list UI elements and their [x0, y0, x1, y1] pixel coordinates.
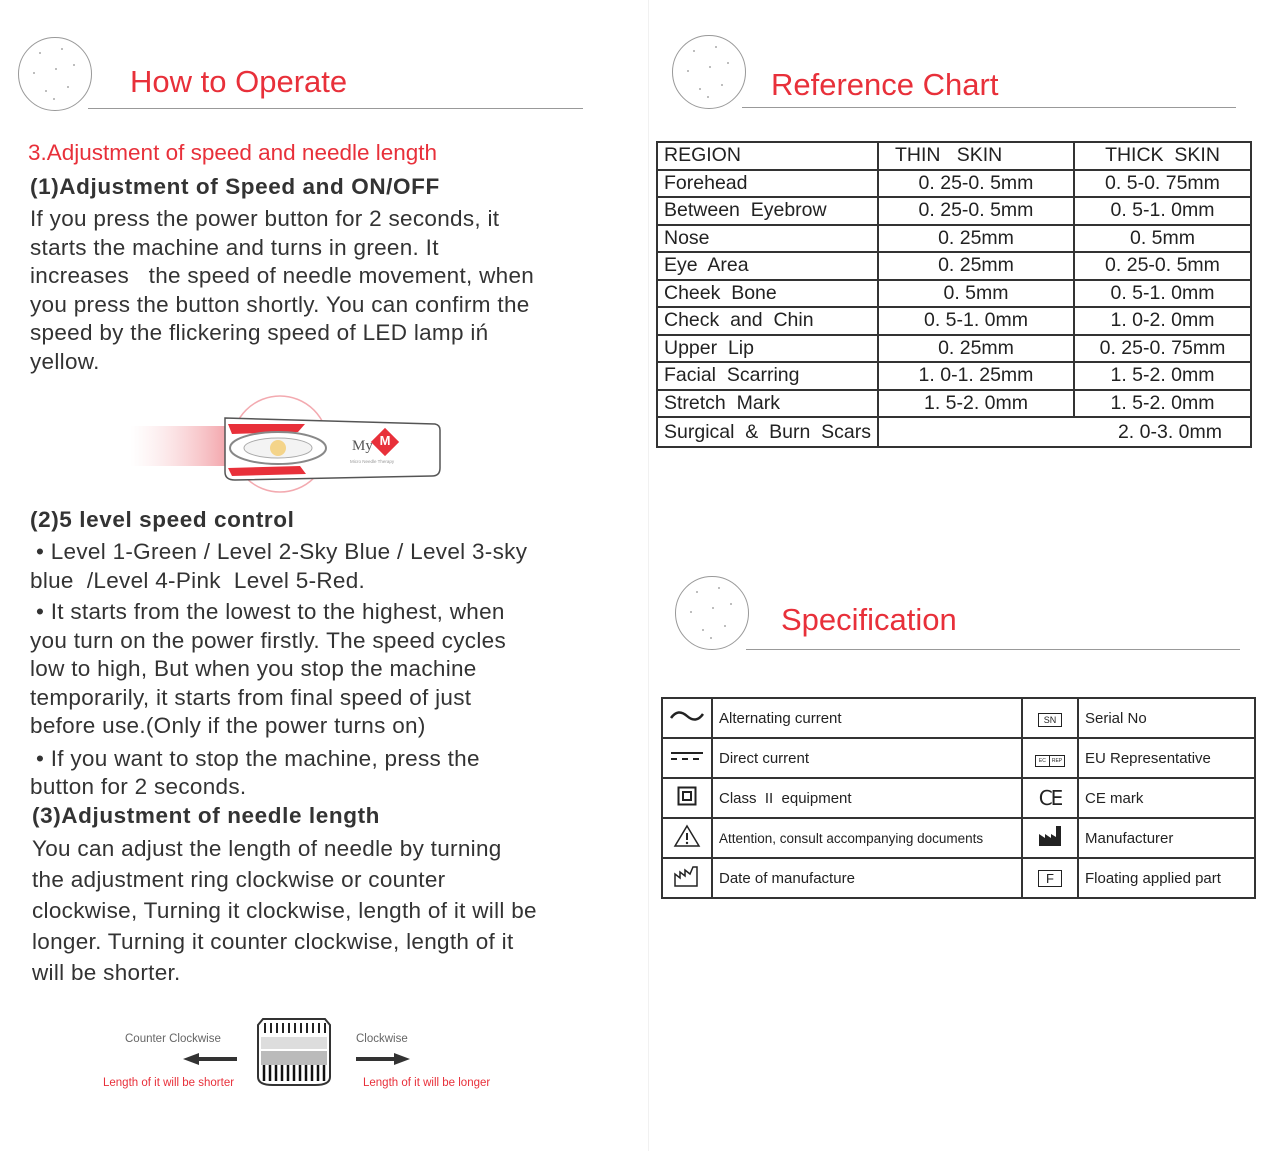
device-tagline: Micro Needle Therapy: [350, 459, 395, 464]
region-cell: Nose: [657, 225, 878, 253]
table-row: [662, 778, 1255, 818]
table-row: [657, 252, 1251, 280]
section-title-specification: Specification: [781, 602, 957, 637]
thin-skin-cell: 0. 25-0. 5mm: [878, 197, 1074, 225]
table-row: [662, 738, 1255, 778]
page-fold: [648, 0, 649, 1151]
thick-skin-cell: 1. 5-2. 0mm: [1074, 390, 1251, 418]
direct-current-icon: [662, 738, 712, 778]
needle-length-paragraph: You can adjust the length of needle by turning the adjustment ring clockwise or counter clockwise, Turning it clockwise, length of it will be longer. Turning it counter clockwise, length of it will be shorter.: [32, 836, 537, 985]
thick-skin-cell: 1. 5-2. 0mm: [1074, 362, 1251, 390]
region-cell: Stretch Mark: [657, 390, 878, 418]
floating-applied-part-icon: F: [1022, 858, 1078, 898]
table-row: [662, 698, 1255, 738]
spec-label: Attention, consult accompanying documents: [712, 818, 1022, 858]
serial-no-icon: SN: [1022, 698, 1078, 738]
thick-skin-cell: 0. 25-0. 5mm: [1074, 252, 1251, 280]
section-dial-icon: [675, 576, 749, 650]
header-cell: THICK SKIN: [1074, 142, 1251, 170]
device-brand: My: [352, 438, 373, 454]
table-row: [657, 170, 1251, 198]
counter-clockwise-label: Counter Clockwise: [125, 1033, 221, 1045]
spec-label: Serial No: [1078, 698, 1255, 738]
table-header-row: [657, 142, 1251, 170]
thin-skin-cell: 0. 5mm: [878, 280, 1074, 308]
table-row: [662, 818, 1255, 858]
thick-skin-cell: 0. 5-1. 0mm: [1074, 197, 1251, 225]
thin-skin-cell: 1. 0-1. 25mm: [878, 362, 1074, 390]
thin-skin-cell: 0. 25mm: [878, 252, 1074, 280]
region-cell: Upper Lip: [657, 335, 878, 363]
table-row: [657, 417, 1251, 447]
device-illustration: [120, 388, 450, 498]
section-dial-icon: [18, 37, 92, 111]
section-divider: [746, 649, 1240, 650]
thick-skin-cell: 0. 5mm: [1074, 225, 1251, 253]
section-title-reference-chart: Reference Chart: [771, 67, 999, 102]
thick-skin-cell: 1. 0-2. 0mm: [1074, 307, 1251, 335]
spec-label: Manufacturer: [1078, 818, 1255, 858]
speed-level-heading: (2)5 level speed control: [30, 507, 295, 532]
region-cell: Between Eyebrow: [657, 197, 878, 225]
merged-value-cell: 2. 0-3. 0mm: [878, 417, 1251, 447]
region-cell: Surgical & Burn Scars: [657, 417, 878, 447]
class-ii-icon: [662, 778, 712, 818]
spec-label: CE mark: [1078, 778, 1255, 818]
region-cell: Facial Scarring: [657, 362, 878, 390]
ec-box: EC: [1035, 755, 1050, 767]
eu-representative-icon: [1022, 738, 1078, 778]
arrow-left-icon: [183, 1052, 239, 1071]
thick-skin-cell: 0. 5-0. 75mm: [1074, 170, 1251, 198]
table-row: [657, 225, 1251, 253]
spec-label: EU Representative: [1078, 738, 1255, 778]
needle-length-heading: (3)Adjustment of needle length: [32, 803, 381, 828]
region-cell: Forehead: [657, 170, 878, 198]
thin-skin-cell: 0. 25-0. 5mm: [878, 170, 1074, 198]
section-title-how-to-operate: How to Operate: [130, 64, 348, 99]
arrow-right-icon: [354, 1052, 410, 1071]
spec-label: Date of manufacture: [712, 858, 1022, 898]
speed-heading: (1)Adjustment of Speed and ON/OFF: [30, 174, 440, 199]
region-cell: Eye Area: [657, 252, 878, 280]
subheading: 3.Adjustment of speed and needle length: [28, 140, 438, 165]
ce-mark-icon: CE: [1022, 778, 1078, 818]
spec-label: Direct current: [712, 738, 1022, 778]
header-cell: REGION: [657, 142, 878, 170]
section-divider: [742, 107, 1236, 108]
clockwise-label: Clockwise: [356, 1033, 408, 1045]
spec-label: Alternating current: [712, 698, 1022, 738]
section-dial-icon: [672, 35, 746, 109]
table-row: [662, 858, 1255, 898]
speed-paragraph: If you press the power button for 2 seconds, it starts the machine and turns in green. It increases the speed of needle movement, when you press the button shortly. You can confirm the speed by the flickering speed of LED lamp iń yellow.: [30, 206, 535, 374]
header-cell: THIN SKIN: [878, 142, 1074, 170]
table-row: [657, 390, 1251, 418]
date-of-manufacture-icon: [662, 858, 712, 898]
adjustment-ring-icon: [255, 1015, 333, 1094]
alternating-current-icon: [662, 698, 712, 738]
reference-chart-table: [656, 141, 1252, 448]
rep-box: REP: [1050, 755, 1065, 767]
table-row: [657, 362, 1251, 390]
clockwise-note: Length of it will be longer: [363, 1077, 491, 1089]
table-row: [657, 197, 1251, 225]
manufacturer-icon: [1022, 818, 1078, 858]
counter-clockwise-note: Length of it will be shorter: [103, 1077, 235, 1089]
thin-skin-cell: 0. 5-1. 0mm: [878, 307, 1074, 335]
spec-label: Floating applied part: [1078, 858, 1255, 898]
device-logo-letter: M: [379, 433, 391, 448]
region-cell: Cheek Bone: [657, 280, 878, 308]
thin-skin-cell: 0. 25mm: [878, 335, 1074, 363]
warning-icon: [662, 818, 712, 858]
thick-skin-cell: 0. 25-0. 75mm: [1074, 335, 1251, 363]
specification-table: [661, 697, 1256, 899]
table-row: [657, 335, 1251, 363]
thick-skin-cell: 0. 5-1. 0mm: [1074, 280, 1251, 308]
spec-label: Class II equipment: [712, 778, 1022, 818]
table-row: [657, 280, 1251, 308]
speed-level-paragraph: • Level 1-Green / Level 2-Sky Blue / Level 3-sky blue /Level 4-Pink Level 5-Red. • It starts from the lowest to the highest, when you turn on the power firstly. The speed cycles low to high, But when you stop the machine temporarily, it starts from final speed of just before use.(Only if the power turns on) • If you want to stop the machine, press the button for 2 seconds.: [30, 539, 528, 799]
region-cell: Check and Chin: [657, 307, 878, 335]
section-divider: [88, 108, 583, 109]
table-row: [657, 307, 1251, 335]
thin-skin-cell: 0. 25mm: [878, 225, 1074, 253]
thin-skin-cell: 1. 5-2. 0mm: [878, 390, 1074, 418]
